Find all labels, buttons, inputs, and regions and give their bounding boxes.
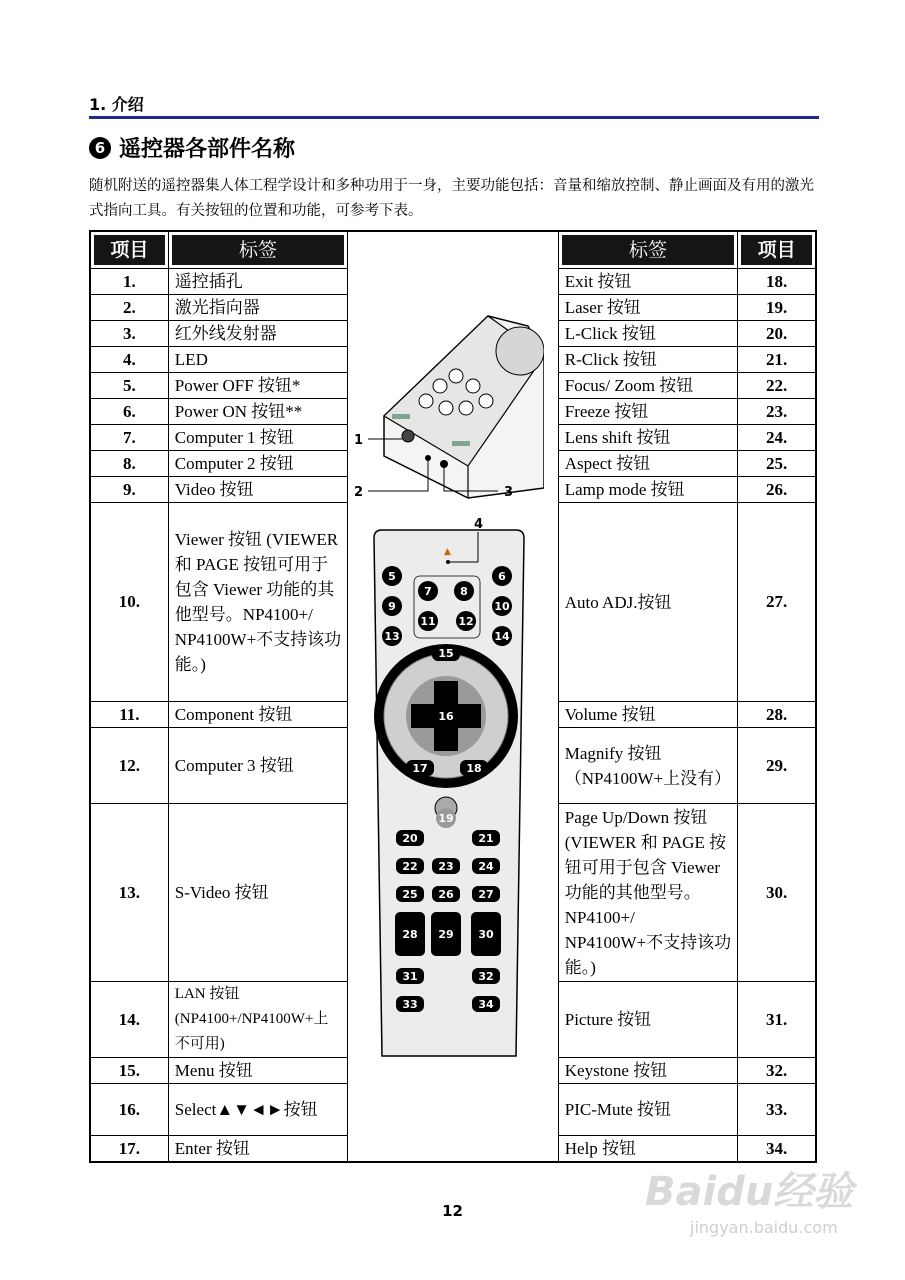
header-label-left: 标签 xyxy=(168,231,347,269)
svg-text:16: 16 xyxy=(438,710,454,723)
remote-button-18 xyxy=(460,760,488,776)
remote-button-24 xyxy=(472,858,500,874)
svg-text:20: 20 xyxy=(402,832,418,845)
svg-text:18: 18 xyxy=(466,762,482,775)
table-row: 15. Menu 按钮 Keystone 按钮 32. xyxy=(90,1058,816,1084)
header-num-left: 项目 xyxy=(90,231,168,269)
table-row: 7. Computer 1 按钮 Lens shift 按钮 24. xyxy=(90,425,816,451)
remote-button-11 xyxy=(418,611,438,631)
title-text: 遥控器各部件名称 xyxy=(119,137,296,162)
header-label-right: 标签 xyxy=(558,231,737,269)
remote-button-14 xyxy=(492,626,512,646)
remote-button-32 xyxy=(472,968,500,984)
svg-text:▲: ▲ xyxy=(444,547,451,557)
remote-button-20 xyxy=(396,830,424,846)
remote-button-16 xyxy=(438,710,454,723)
svg-text:28: 28 xyxy=(402,928,418,941)
remote-button-27 xyxy=(472,886,500,902)
svg-text:33: 33 xyxy=(402,998,418,1011)
svg-text:32: 32 xyxy=(478,970,494,983)
page-number: 12 xyxy=(442,1202,463,1220)
remote-button-9 xyxy=(382,596,402,616)
table-row: 4. LED R-Click 按钮 21. xyxy=(90,347,816,373)
svg-text:6: 6 xyxy=(498,570,506,583)
intro-paragraph: 随机附送的遥控器集人体工程学设计和多种功用于一身，主要功能包括：音量和缩放控制、静止画面及有用的激光式指向工具。有关按钮的位置和功能，可参考下表。 xyxy=(89,178,814,219)
remote-button-30 xyxy=(471,912,501,956)
svg-text:5: 5 xyxy=(388,570,396,583)
svg-text:11: 11 xyxy=(420,615,436,628)
remote-button-29 xyxy=(431,912,461,956)
svg-text:12: 12 xyxy=(458,615,474,628)
remote-button-17 xyxy=(406,760,434,776)
svg-text:8: 8 xyxy=(460,585,468,598)
callout-1: 1 xyxy=(354,433,364,448)
remote-button-5 xyxy=(382,566,402,586)
svg-text:7: 7 xyxy=(424,585,432,598)
remote-button-10 xyxy=(492,596,512,616)
watermark-url: jingyan.baidu.com xyxy=(690,1218,838,1237)
table-row: 6. Power ON 按钮** Freeze 按钮 23. xyxy=(90,399,816,425)
table-row: 10. Viewer 按钮 (VIEWER 和 PAGE 按钮可用于包含 Viewer 功能的其他型号。NP4100+/ NP4100W+不支持该功能。) Auto ADJ.按钮 27. xyxy=(90,503,816,702)
svg-text:25: 25 xyxy=(402,888,418,901)
remote-button-8 xyxy=(454,581,474,601)
page-title xyxy=(89,132,295,163)
remote-button-26 xyxy=(432,886,460,902)
table-row: 17. Enter 按钮 Help 按钮 34. xyxy=(90,1136,816,1163)
svg-text:30: 30 xyxy=(478,928,494,941)
remote-button-34 xyxy=(472,996,500,1012)
table-row: 8. Computer 2 按钮 Aspect 按钮 25. xyxy=(90,451,816,477)
remote-button-13 xyxy=(382,626,402,646)
svg-text:34: 34 xyxy=(478,998,494,1011)
remote-button-31 xyxy=(396,968,424,984)
table-row: 12. Computer 3 按钮 Magnify 按钮（NP4100W+上没有） 29. xyxy=(90,728,816,804)
svg-text:23: 23 xyxy=(438,860,454,873)
svg-text:27: 27 xyxy=(478,888,494,901)
table-row: 13. S-Video 按钮 Page Up/Down 按钮 (VIEWER 和 PAGE 按钮可用于包含 Viewer 功能的其他型号。NP4100+/ NP4100W+不支持该功能。) 30. xyxy=(90,804,816,982)
title-bullet: 6 xyxy=(89,137,111,159)
svg-text:14: 14 xyxy=(494,630,510,643)
svg-text:22: 22 xyxy=(402,860,418,873)
table-row: 14. LAN 按钮 (NP4100+/NP4100W+上不可用) Picture 按钮 31. xyxy=(90,982,816,1058)
svg-text:17: 17 xyxy=(412,762,428,775)
remote-button-33 xyxy=(396,996,424,1012)
svg-text:15: 15 xyxy=(438,647,454,660)
svg-text:10: 10 xyxy=(494,600,510,613)
watermark-brand: Baidu经验 xyxy=(645,1169,854,1215)
section-header: 1. 介绍 xyxy=(89,95,144,114)
remote-button-23 xyxy=(432,858,460,874)
remote-control-diagram xyxy=(348,236,544,1166)
callout-4: 4 xyxy=(474,517,484,532)
table-row: 5. Power OFF 按钮* Focus/ Zoom 按钮 22. xyxy=(90,373,816,399)
remote-button-25 xyxy=(396,886,424,902)
table-row: 2. 激光指向器 Laser 按钮 19. xyxy=(90,295,816,321)
svg-text:29: 29 xyxy=(438,928,454,941)
remote-button-15 xyxy=(432,645,460,661)
table-row: 11. Component 按钮 Volume 按钮 28. xyxy=(90,702,816,728)
svg-text:21: 21 xyxy=(478,832,494,845)
table-row: 3. 红外线发射器 L-Click 按钮 20. xyxy=(90,321,816,347)
svg-text:19: 19 xyxy=(438,812,454,825)
table-row: 1. 遥控插孔 Exit 按钮 18. xyxy=(90,269,816,295)
svg-text:31: 31 xyxy=(402,970,418,983)
remote-button-19 xyxy=(436,808,456,828)
header-num-right: 项目 xyxy=(738,231,816,269)
remote-button-12 xyxy=(456,611,476,631)
svg-text:13: 13 xyxy=(384,630,400,643)
remote-button-22 xyxy=(396,858,424,874)
table-row: 16. Select▲▼◄►按钮 PIC-Mute 按钮 33. xyxy=(90,1084,816,1136)
remote-top-view xyxy=(354,316,544,500)
svg-text:26: 26 xyxy=(438,888,454,901)
svg-text:24: 24 xyxy=(478,860,494,873)
remote-button-7 xyxy=(418,581,438,601)
svg-text:9: 9 xyxy=(388,600,396,613)
remote-button-28 xyxy=(395,912,425,956)
callout-3: 3 xyxy=(504,485,514,500)
remote-button-6 xyxy=(492,566,512,586)
remote-button-21 xyxy=(472,830,500,846)
callout-2: 2 xyxy=(354,485,364,500)
header-rule xyxy=(89,116,819,119)
table-row: 9. Video 按钮 Lamp mode 按钮 26. xyxy=(90,477,816,503)
